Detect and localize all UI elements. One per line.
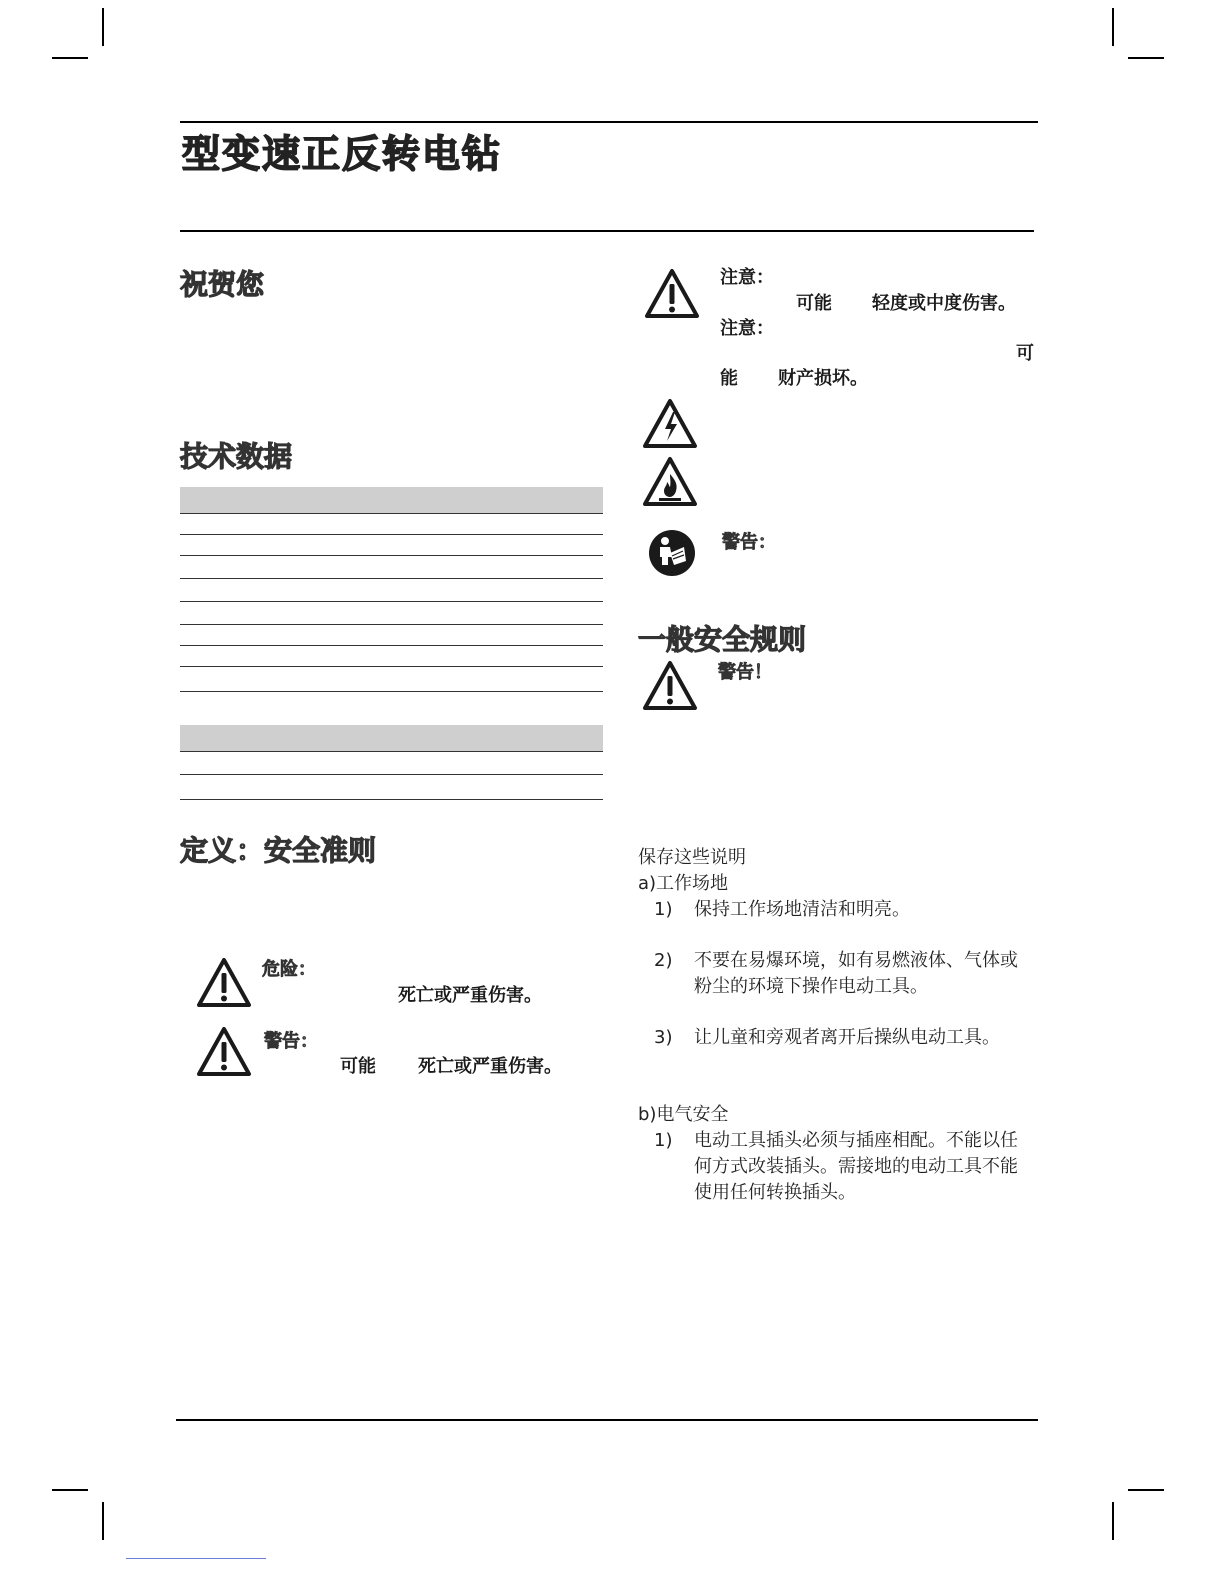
section-heading-congrats: 祝贺您 [180, 268, 265, 301]
crop-mark [1128, 57, 1164, 59]
footer-underline [126, 1558, 266, 1559]
table-header [180, 725, 603, 752]
table-row [180, 667, 603, 692]
danger-text: 死亡或严重伤害。 [398, 985, 542, 1006]
header-bottom-rule [180, 230, 1034, 232]
warning-triangle-icon [196, 957, 252, 1009]
work-area-item-number: 1) [654, 899, 673, 920]
warning-triangle-icon [644, 268, 700, 320]
electrical-safety-heading: b)电气安全 [638, 1104, 729, 1125]
caution-may: 可能 [796, 293, 832, 314]
table-row [180, 625, 603, 646]
page-title: 型变速正反转电钻 [182, 132, 503, 176]
warning-triangle-icon [196, 1026, 252, 1078]
work-area-item-number: 2) [654, 950, 673, 971]
table-row [180, 775, 603, 800]
warning-triangle-icon [642, 660, 698, 712]
work-area-item: 让儿童和旁观者离开后操纵电动工具。 [694, 1027, 1000, 1048]
table-row [180, 556, 603, 579]
electric-hazard-icon [642, 398, 698, 450]
warning-may: 可能 [340, 1056, 376, 1077]
section-heading-tech-data: 技术数据 [180, 440, 293, 473]
crop-mark [52, 1489, 88, 1491]
table-row [180, 579, 603, 602]
caution-label: 注意： [720, 267, 774, 288]
crop-mark [52, 57, 88, 59]
read-manual-label: 警告： [722, 532, 776, 553]
table-row [180, 514, 603, 535]
work-area-item-number: 3) [654, 1027, 673, 1048]
spec-table-main [180, 487, 603, 692]
warning-label: 警告： [264, 1031, 318, 1052]
work-area-item: 保持工作场地清洁和明亮。 [694, 899, 910, 920]
work-area-heading: a)工作场地 [638, 873, 729, 894]
electrical-item-number: 1) [654, 1130, 673, 1151]
header-top-rule [180, 121, 1038, 123]
table-row [180, 602, 603, 625]
general-warning-label: 警告！ [718, 662, 772, 683]
section-heading-definitions: 定义：安全准则 [180, 834, 377, 867]
caution-property-may-2: 能 [720, 368, 738, 389]
crop-mark [1112, 8, 1114, 46]
caution-property-may-1: 可 [1016, 343, 1034, 364]
warning-text: 死亡或严重伤害。 [418, 1056, 562, 1077]
crop-mark [102, 1502, 104, 1540]
danger-label: 危险： [262, 959, 316, 980]
crop-mark [1112, 1502, 1114, 1540]
section-heading-general-safety: 一般安全规则 [638, 623, 807, 656]
caution-text: 轻度或中度伤害。 [872, 293, 1016, 314]
spec-table-secondary [180, 725, 603, 800]
work-area-item: 不要在易爆环境，如有易燃液体、气体或粉尘的环境下操作电动工具。 [694, 950, 1018, 997]
table-header [180, 487, 603, 514]
save-instructions: 保存这些说明 [638, 847, 746, 868]
caution-property-label: 注意： [720, 318, 774, 339]
fire-hazard-icon [642, 456, 698, 508]
crop-mark [1128, 1489, 1164, 1491]
read-manual-icon [648, 529, 696, 577]
footer-rule [176, 1419, 1038, 1421]
table-row [180, 752, 603, 775]
electrical-item: 电动工具插头必须与插座相配。不能以任何方式改装插头。需接地的电动工具不能使用任何转换插头。 [694, 1130, 1018, 1203]
caution-property-text: 财产损坏。 [778, 368, 868, 389]
table-row [180, 535, 603, 556]
crop-mark [102, 8, 104, 46]
table-row [180, 646, 603, 667]
